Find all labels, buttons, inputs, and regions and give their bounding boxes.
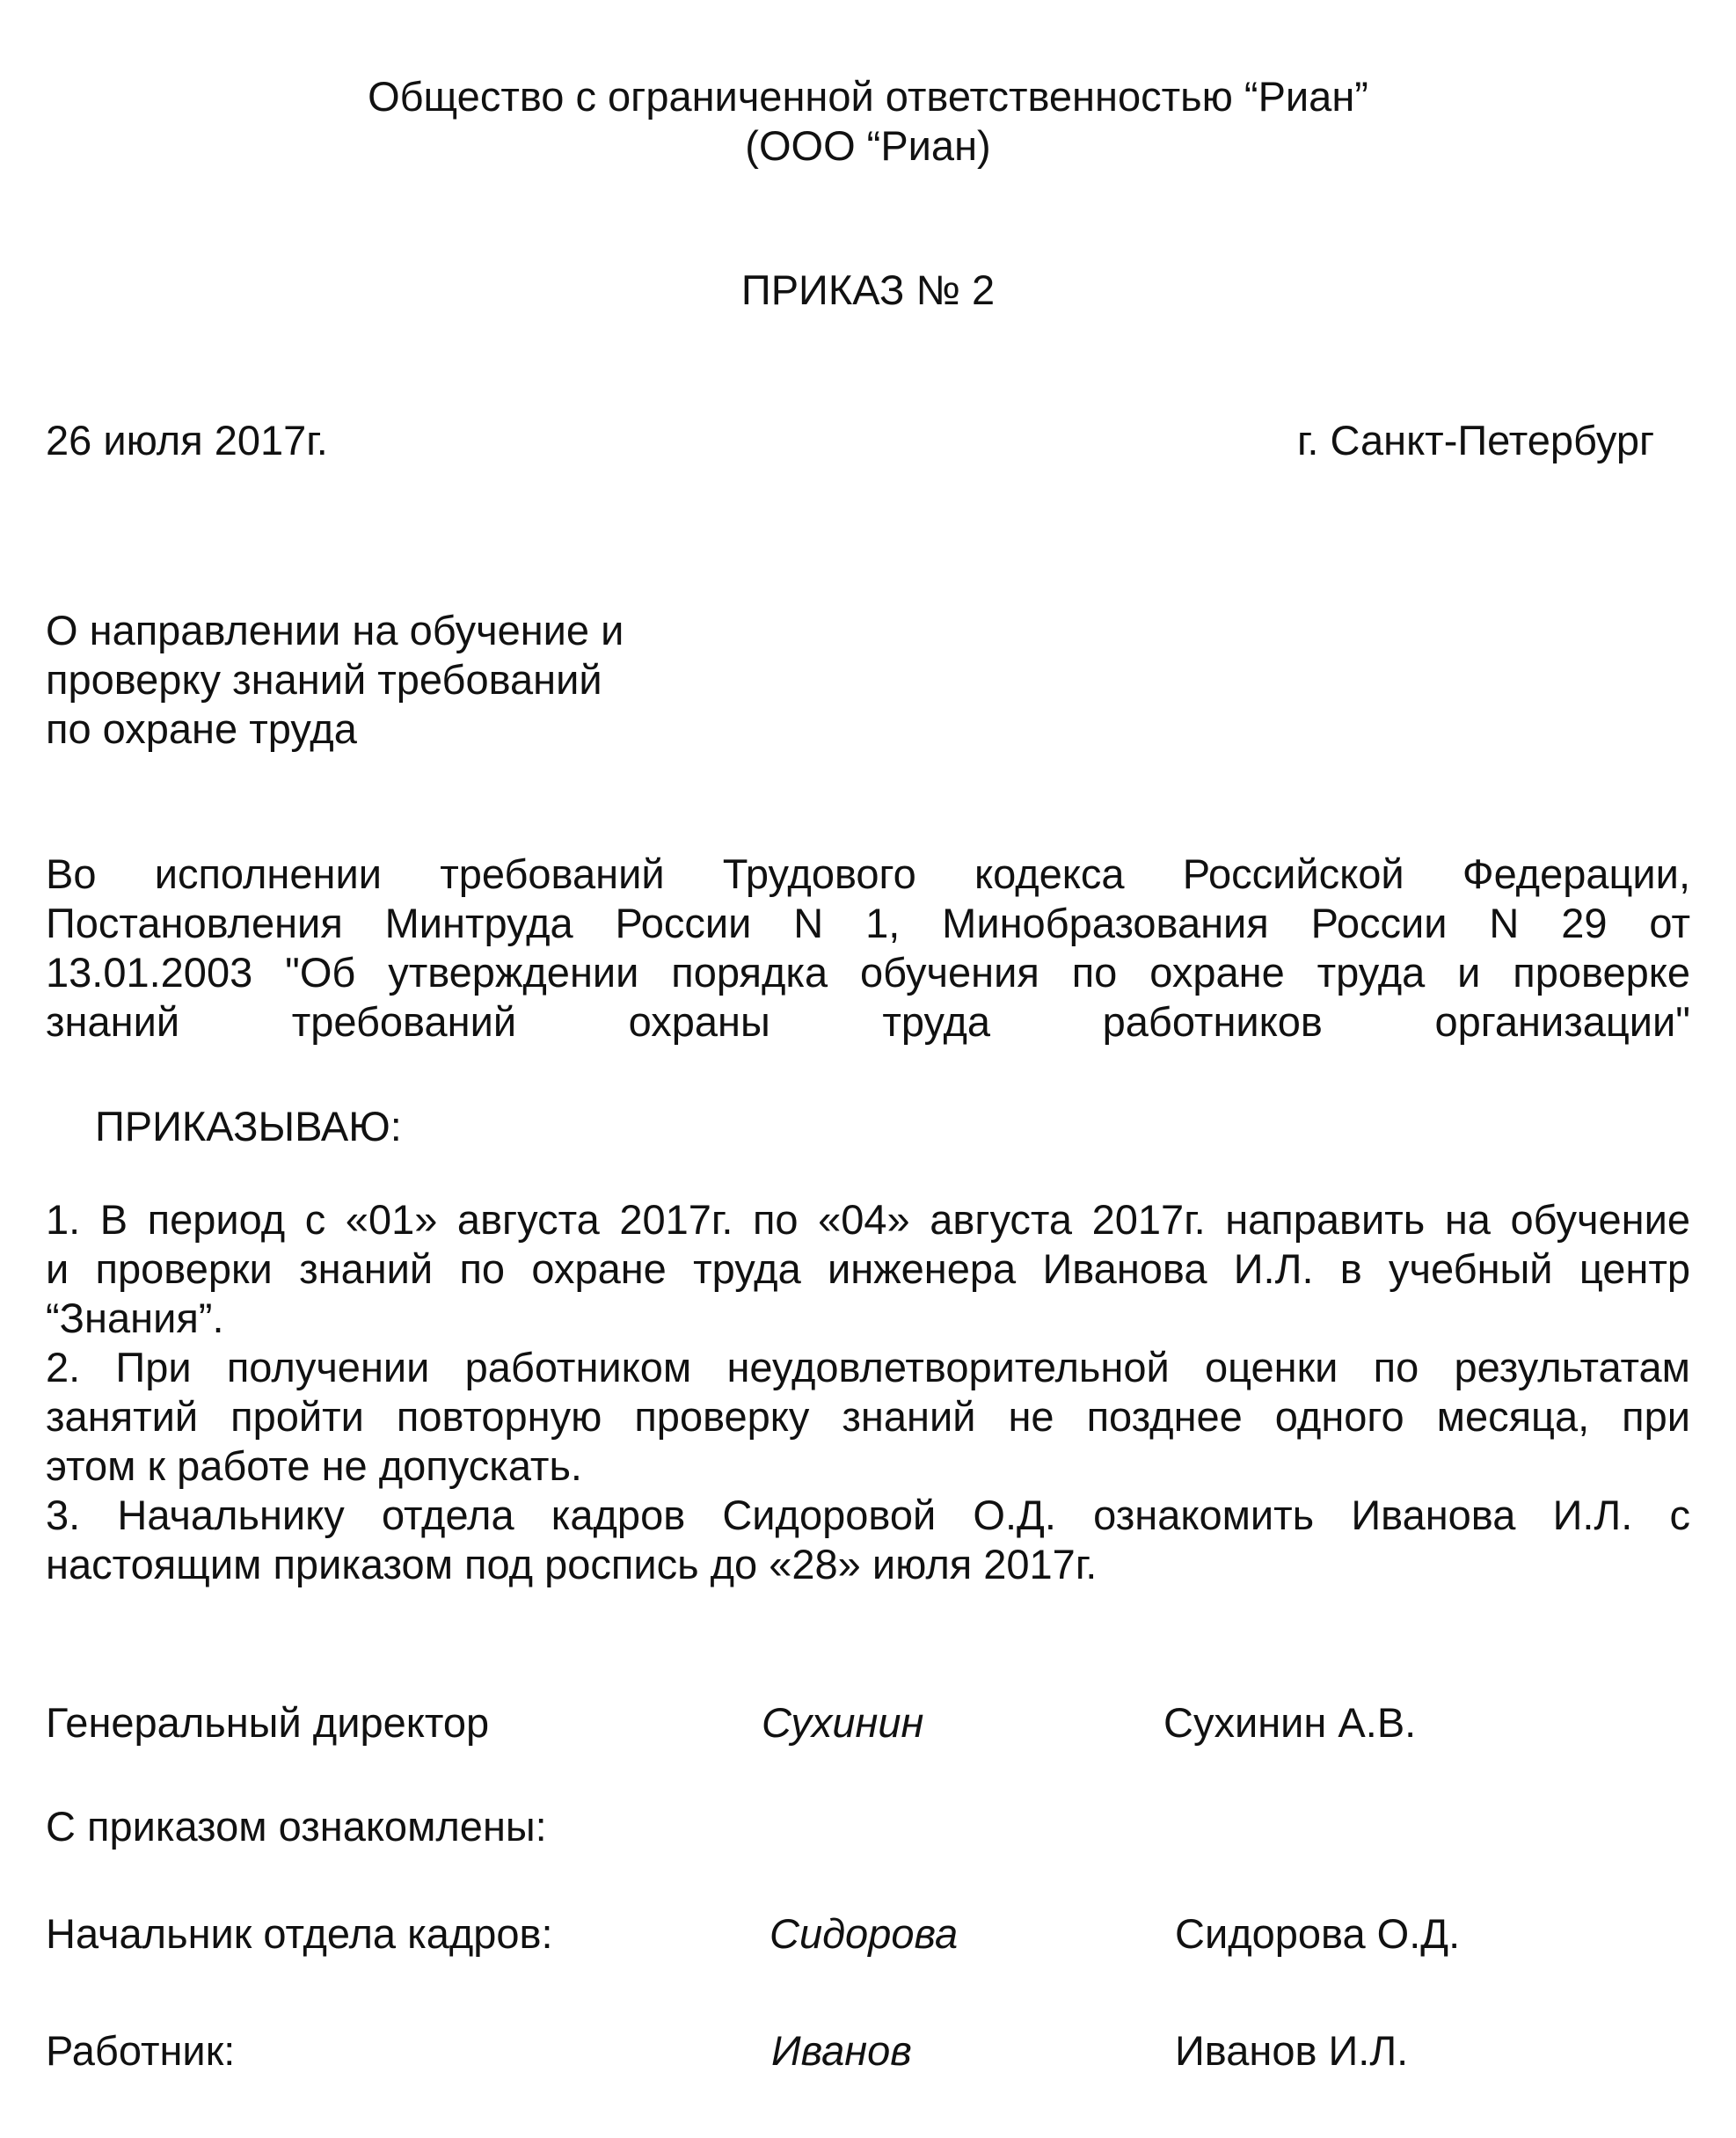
order-date: 26 июля 2017г. bbox=[46, 417, 328, 463]
item-line: 2. При получении работником неудовлетворительной оценки по результатам bbox=[46, 1344, 1690, 1390]
item-line: 3. Начальнику отдела кадров Сидоровой О.Д. ознакомить Иванова И.Л. с bbox=[46, 1492, 1690, 1538]
preamble-line: 13.01.2003 "Об утверждении порядка обучения по охране труда и проверке bbox=[46, 949, 1690, 996]
hr-signature: Сидорова bbox=[770, 1910, 959, 1957]
hr-role: Начальник отдела кадров: bbox=[46, 1910, 553, 1957]
subject-line: по охране труда bbox=[46, 705, 357, 752]
order-title: ПРИКАЗ № 2 bbox=[740, 266, 996, 313]
item-line: занятий пройти повторную проверку знаний не позднее одного месяца, при bbox=[46, 1393, 1690, 1440]
item-line: настоящим приказом под роспись до «28» июля 2017г. bbox=[46, 1541, 1098, 1587]
item-line: “Знания”. bbox=[46, 1295, 224, 1341]
director-role: Генеральный директор bbox=[46, 1699, 490, 1746]
director-name: Сухинин А.В. bbox=[1163, 1699, 1417, 1746]
org-short-name: (ООО “Риан) bbox=[745, 122, 991, 169]
worker-name: Иванов И.Л. bbox=[1175, 2027, 1409, 2074]
org-full-name: Общество с ограниченной ответственностью “Риан” bbox=[368, 73, 1368, 120]
preamble-line: Во исполнении требований Трудового кодекса Российской Федерации, bbox=[46, 850, 1690, 897]
preamble-line: знаний требований охраны труда работников организации" bbox=[46, 998, 1690, 1045]
item-line: этом к работе не допускать. bbox=[46, 1442, 582, 1489]
subject-line: проверку знаний требований bbox=[46, 656, 602, 703]
worker-signature: Иванов bbox=[771, 2027, 912, 2074]
item-line: и проверки знаний по охране труда инженера Иванова И.Л. в учебный центр bbox=[46, 1245, 1690, 1292]
director-signature: Сухинин bbox=[762, 1699, 924, 1746]
preamble-line: Постановления Минтруда России N 1, Минобразования России N 29 от bbox=[46, 900, 1690, 946]
acquainted-label: С приказом ознакомлены: bbox=[46, 1803, 547, 1850]
subject-line: О направлении на обучение и bbox=[46, 607, 624, 653]
order-city: г. Санкт-Петербург bbox=[1297, 417, 1655, 463]
order-word: ПРИКАЗЫВАЮ: bbox=[95, 1103, 402, 1149]
item-line: 1. В период с «01» августа 2017г. по «04» августа 2017г. направить на обучение bbox=[46, 1196, 1690, 1243]
worker-role: Работник: bbox=[46, 2027, 236, 2074]
hr-name: Сидорова О.Д. bbox=[1175, 1910, 1461, 1957]
